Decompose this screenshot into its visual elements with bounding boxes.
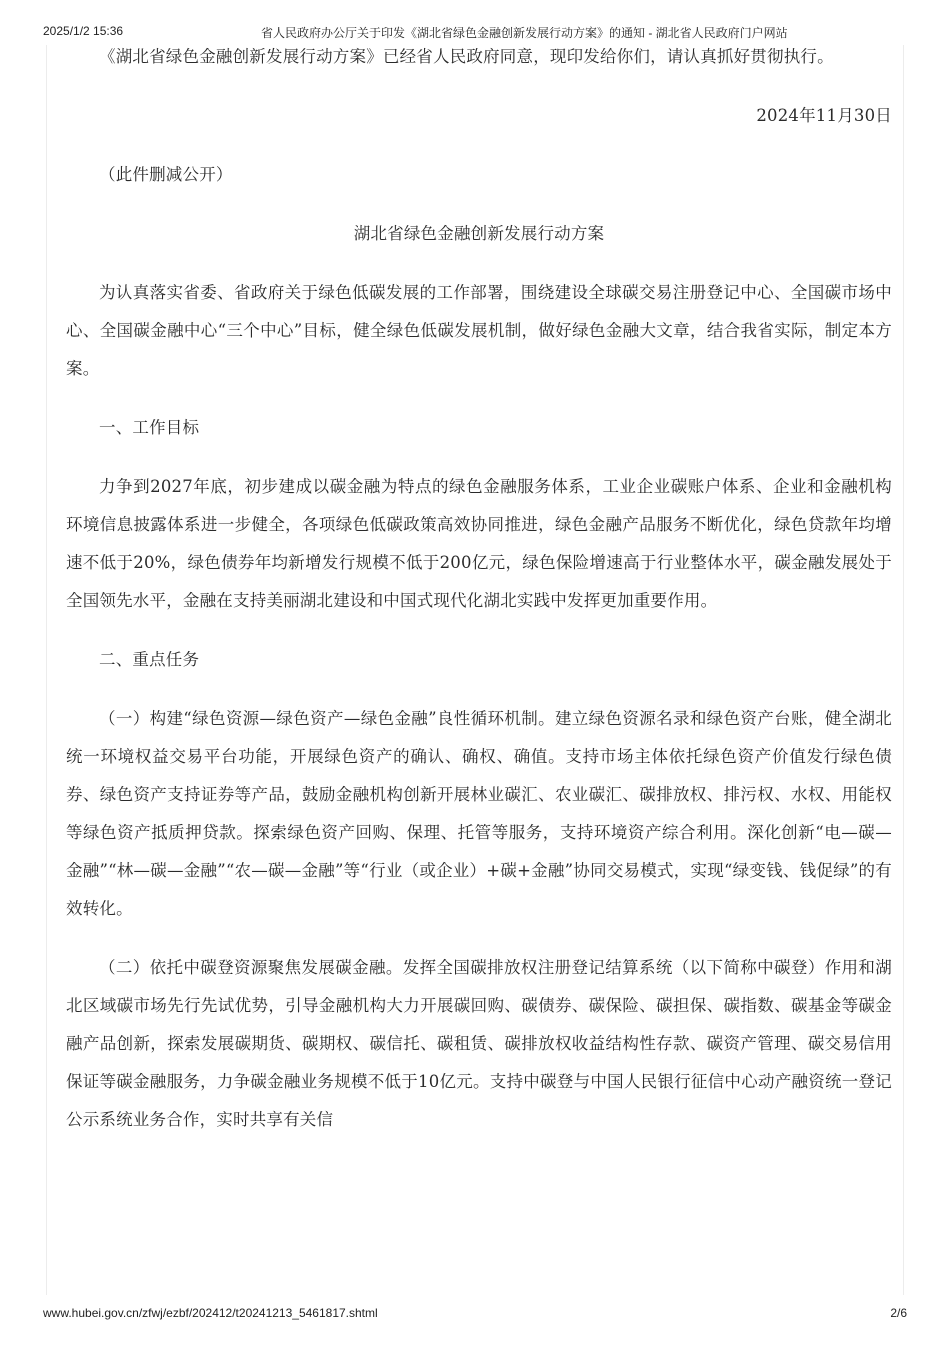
issue-date: 2024年11月30日 [756, 106, 892, 125]
page-number: 2/6 [890, 1306, 907, 1320]
intro-paragraph: 《湖北省绿色金融创新发展行动方案》已经省人民政府同意，现印发给你们，请认真抓好贯彻执行。 [99, 47, 834, 66]
document-title: 湖北省绿色金融创新发展行动方案 [353, 224, 605, 243]
print-footer [43, 1306, 907, 1322]
print-datetime: 2025/1/2 15:36 [43, 24, 124, 38]
section-heading-goals: 一、工作目标 [99, 418, 200, 437]
intro-statement: 为认真落实省委、省政府关于绿色低碳发展的工作部署，围绕建设全球碳交易注册登记中心、全国碳市场中心、全国碳金融中心“三个中心”目标，健全绿色低碳发展机制，做好绿色金融大文章，结合我省实际，制定本方案。 [66, 283, 892, 378]
goals-paragraph: 力争到2027年底，初步建成以碳金融为特点的绿色金融服务体系，工业企业碳账户体系、企业和金融机构环境信息披露体系进一步健全，各项绿色低碳政策高效协同推进，绿色金融产品服务不断优化，绿色贷款年均增速不低于20%，绿色债券年均新增发行规模不低于200亿元，绿色保险增速高于行业整体水平，碳金融发展处于全国领先水平，金融在支持美丽湖北建设和中国式现代化湖北实践中发挥更加重要作用。 [66, 477, 892, 610]
page-title: 省人民政府办公厅关于印发《湖北省绿色金融创新发展行动方案》的通知 - 湖北省人民政府门户网站 [261, 26, 788, 40]
section-heading-tasks: 二、重点任务 [99, 650, 200, 669]
disclosure-note: （此件删减公开） [99, 165, 233, 184]
task-2-paragraph: （二）依托中碳登资源聚焦发展碳金融。发挥全国碳排放权注册登记结算系统（以下简称中碳登）作用和湖北区域碳市场先行先试优势，引导金融机构大力开展碳回购、碳债券、碳保险、碳担保、碳指数、碳基金等碳金融产品创新，探索发展碳期货、碳期权、碳信托、碳租赁、碳排放权收益结构性存款、碳资产管理、碳交易信用保证等碳金融服务，力争碳金融业务规模不低于10亿元。支持中碳登与中国人民银行征信中心动产融资统一登记公示系统业务合作，实时共享有关信 [66, 958, 892, 1129]
document-content [46, 45, 904, 1295]
print-header [43, 24, 907, 40]
task-1-paragraph: （一）构建“绿色资源—绿色资产—绿色金融”良性循环机制。建立绿色资源名录和绿色资产台账，健全湖北统一环境权益交易平台功能，开展绿色资产的确认、确权、确值。支持市场主体依托绿色资产价值发行绿色债券、绿色资产支持证券等产品，鼓励金融机构创新开展林业碳汇、农业碳汇、碳排放权、排污权、水权、用能权等绿色资产抵质押贷款。探索绿色资产回购、保理、托管等服务，支持环境资产综合利用。深化创新“电—碳—金融”“林—碳—金融”“农—碳—金融”等“行业（或企业）+碳+金融”协同交易模式，实现“绿变钱、钱促绿”的有效转化。 [66, 709, 892, 918]
page-url: www.hubei.gov.cn/zfwj/ezbf/202412/t20241213_5461817.shtml [43, 1306, 378, 1320]
article-body [66, 45, 892, 1139]
